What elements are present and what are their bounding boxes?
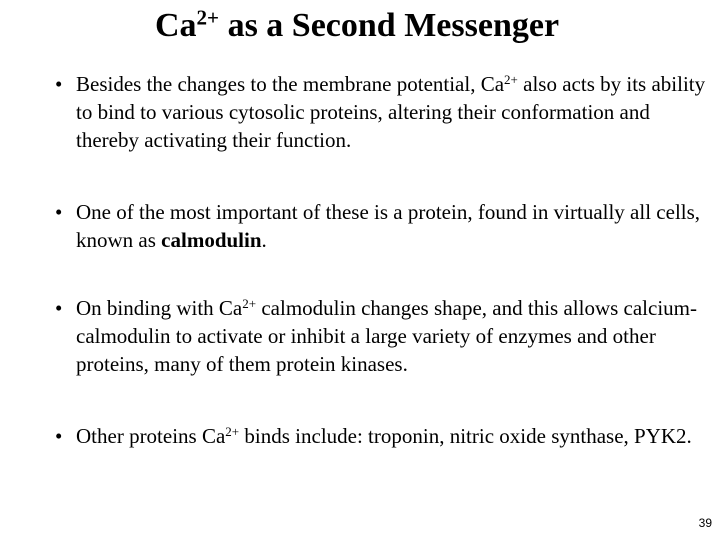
- bullet-dot-2: •: [55, 200, 63, 224]
- bullet-3-text-part1: On binding with Ca: [76, 296, 243, 320]
- title-suffix: as a Second Messenger: [219, 7, 560, 44]
- bullet-4-text-part1: Other proteins Ca: [76, 424, 226, 448]
- bullet-dot-3: •: [55, 296, 63, 320]
- title-prefix: Ca: [154, 7, 197, 44]
- bullet-item-3: [48, 294, 708, 378]
- bullet-3-superscript: 2+: [242, 295, 257, 311]
- bullet-dot-4: •: [55, 424, 63, 448]
- page-number: 39: [698, 516, 712, 530]
- bullet-dot-1: •: [55, 72, 63, 96]
- slide-title-text: [155, 4, 559, 48]
- bullet-4-text-part2: binds include: troponin, nitric oxide synthase, PYK2.: [239, 424, 692, 448]
- bullet-2-text-part1: One of the most important of these is a protein, found in virtually all cells, known as: [76, 200, 701, 252]
- bullet-2-bold-term: calmodulin: [161, 228, 262, 252]
- bullet-item-4: [48, 422, 692, 450]
- bullet-1-superscript: 2+: [504, 71, 518, 87]
- bullet-3-text-part2: calmodulin changes shape, and this allows calcium-calmodulin to activate or inhibit a large variety of enzymes and other proteins, many of them protein kinases.: [76, 296, 697, 376]
- bullet-1-text-part1: Besides the changes to the membrane potential, Ca: [76, 72, 505, 96]
- bullet-item-2: [48, 198, 708, 254]
- slide-title: [0, 4, 720, 48]
- bullet-1-text-part2: also acts by its ability to bind to various cytosolic proteins, altering their conformation and thereby activating their function.: [76, 72, 706, 152]
- bullet-4-superscript: 2+: [225, 423, 240, 439]
- title-superscript: 2+: [196, 5, 220, 30]
- bullet-item-1: [48, 70, 708, 154]
- bullet-2-text-part2: .: [261, 228, 267, 252]
